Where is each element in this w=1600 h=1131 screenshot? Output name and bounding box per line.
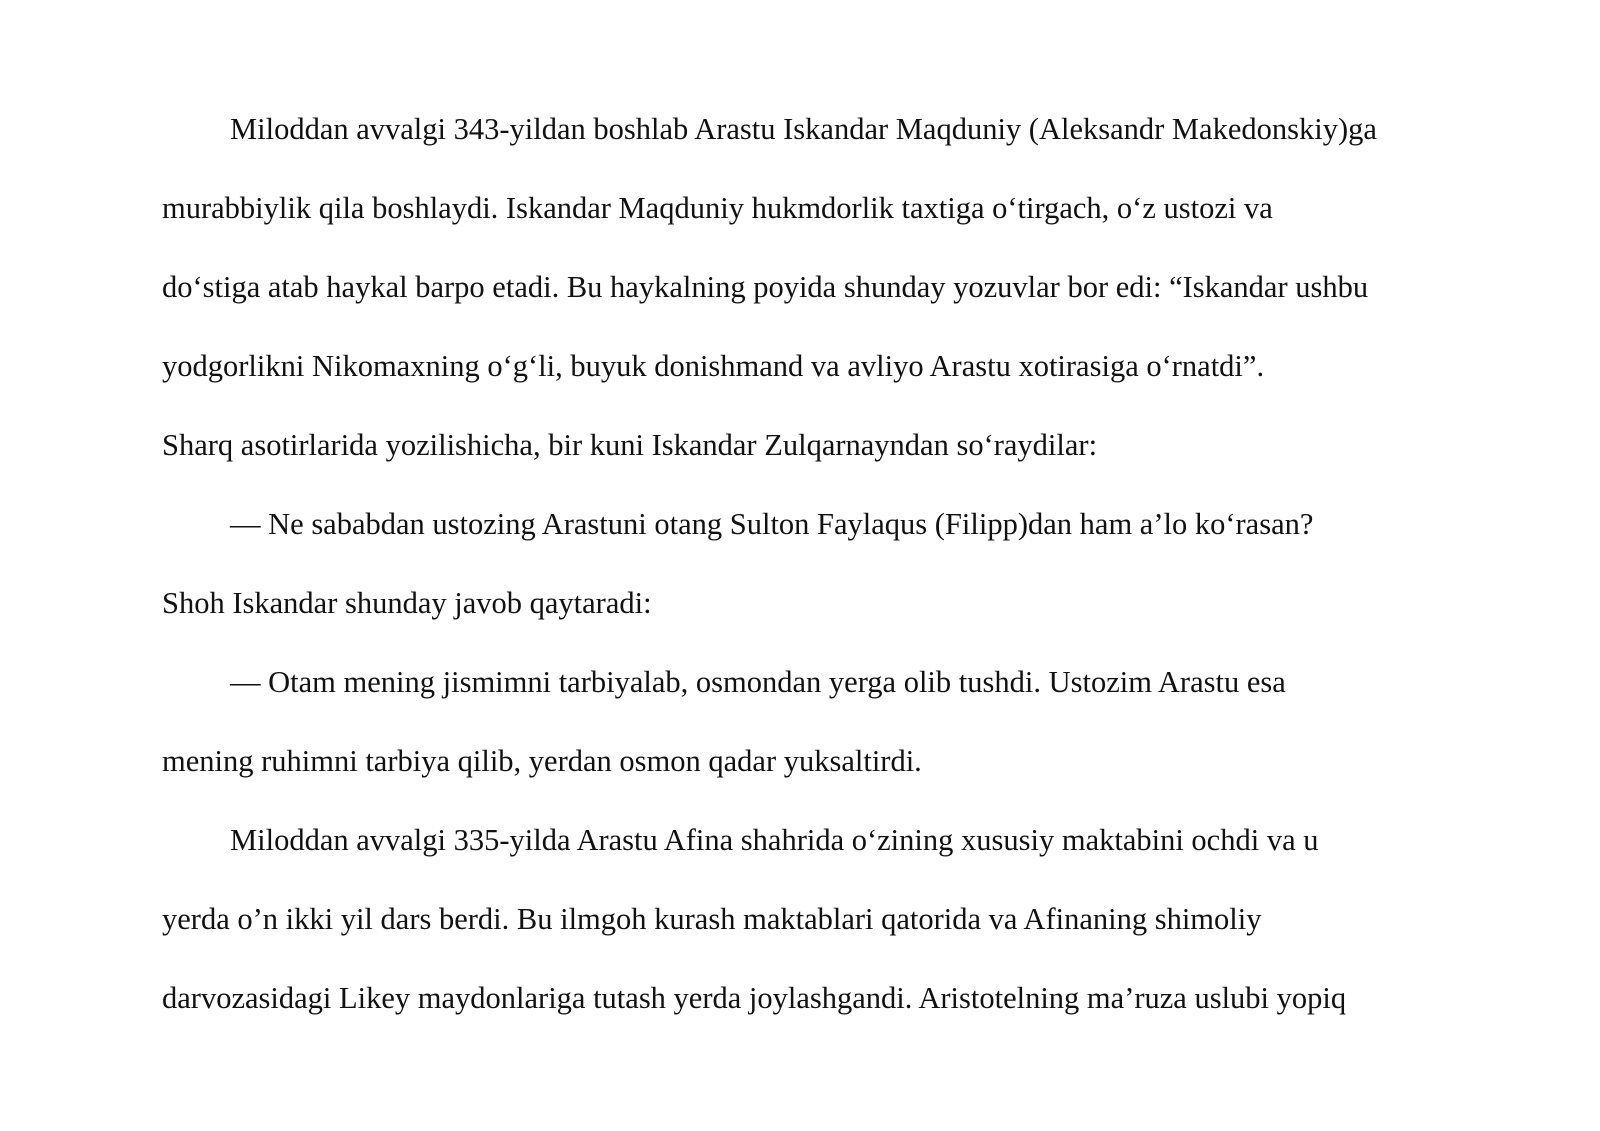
text-line-7: Shoh Iskandar shunday javob qaytaradi:	[162, 586, 652, 620]
text-line-1: Miloddan avvalgi 343-yildan boshlab Arastu Iskandar Maqduniy (Aleksandr Makedonskiy)ga	[230, 112, 1377, 146]
text-line-11: yerda o’n ikki yil dars berdi. Bu ilmgoh kurash maktablari qatorida va Afinaning shimoliy	[162, 902, 1262, 936]
text-line-9: mening ruhimni tarbiya qilib, yerdan osmon qadar yuksaltirdi.	[162, 744, 922, 778]
text-line-4: yodgorlikni Nikomaxning o‘g‘li, buyuk donishmand va avliyo Arastu xotirasiga o‘rnatdi”.	[162, 349, 1265, 383]
text-line-5: Sharq asotirlarida yozilishicha, bir kuni Iskandar Zulqarnayndan so‘raydilar:	[162, 428, 1098, 462]
text-line-10: Miloddan avvalgi 335-yilda Arastu Afina shahrida o‘zining xususiy maktabini ochdi va u	[230, 823, 1319, 857]
text-line-8: — Otam mening jismimni tarbiyalab, osmondan yerga olib tushdi. Ustozim Arastu esa	[230, 665, 1286, 699]
text-line-6: — Ne sababdan ustozing Arastuni otang Sulton Faylaqus (Filipp)dan ham a’lo ko‘rasan?	[230, 507, 1314, 541]
text-line-3: do‘stiga atab haykal barpo etadi. Bu haykalning poyida shunday yozuvlar bor edi: “Iskandar ushbu	[162, 270, 1369, 304]
text-line-2: murabbiylik qila boshlaydi. Iskandar Maqduniy hukmdorlik taxtiga o‘tirgach, o‘z ustozi va	[162, 191, 1273, 225]
text-line-12: darvozasidagi Likey maydonlariga tutash yerda joylashgandi. Aristotelning ma’ruza uslubi yopiq	[162, 981, 1347, 1015]
